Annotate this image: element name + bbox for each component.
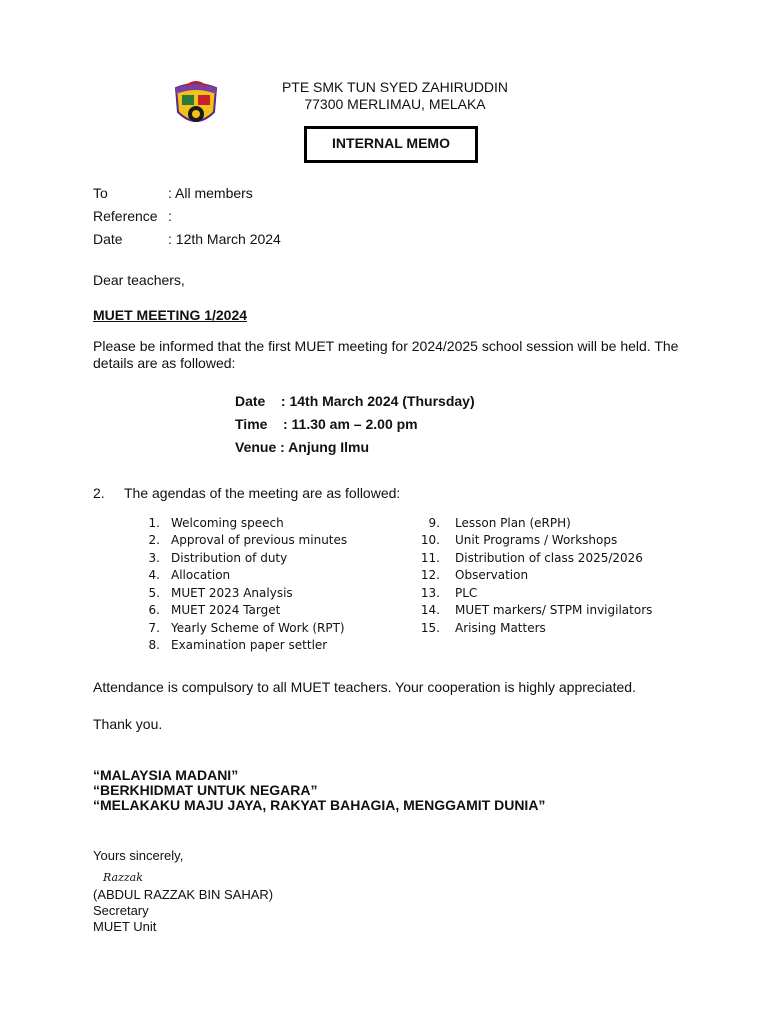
agenda-item: Lesson Plan (eRPH)	[455, 516, 571, 530]
agenda-number: 9.	[428, 516, 440, 530]
agenda-item: Allocation	[171, 568, 231, 582]
agenda-item: Welcoming speech	[171, 516, 284, 530]
closing: Yours sincerely,	[93, 848, 184, 863]
agenda-number: 2.	[148, 533, 160, 547]
agenda-number: 12.	[420, 568, 440, 582]
agenda-number: 15.	[420, 621, 440, 635]
school-address: 77300 MERLIMAU, MELAKA	[304, 96, 486, 112]
agenda-number: 7.	[148, 621, 160, 635]
agenda-item: Unit Programs / Workshops	[455, 533, 618, 547]
date-value: : 12th March 2024	[168, 231, 281, 247]
section-number: 2.	[93, 485, 105, 501]
agenda-item: MUET 2023 Analysis	[171, 586, 293, 600]
reference-value: :	[168, 208, 172, 224]
agenda-item: PLC	[455, 586, 478, 600]
agenda-number: 13.	[420, 586, 440, 600]
intro-paragraph: Please be informed that the first MUET meeting for 2024/2025 school session will be held. The details are as followed:	[93, 338, 679, 371]
signer-title: Secretary	[93, 903, 149, 918]
date-label: Date	[93, 231, 123, 247]
agenda-item: Distribution of class 2025/2026	[455, 551, 643, 565]
thank-you: Thank you.	[93, 716, 163, 732]
agenda-number: 5.	[148, 586, 160, 600]
agenda-item: MUET markers/ STPM invigilators	[455, 603, 653, 617]
agenda-item: Distribution of duty	[171, 551, 288, 565]
attendance-note: Attendance is compulsory to all MUET teachers. Your cooperation is highly appreciated.	[93, 679, 636, 695]
agenda-item: Examination paper settler	[171, 638, 328, 652]
section-text: The agendas of the meeting are as followed:	[124, 485, 401, 501]
memo-title: INTERNAL MEMO	[304, 126, 478, 163]
reference-label: Reference	[93, 208, 158, 224]
meeting-time: Time : 11.30 am – 2.00 pm	[235, 416, 418, 432]
agenda-number: 8.	[148, 638, 160, 652]
signer-unit: MUET Unit	[93, 919, 157, 934]
agenda-item: Approval of previous minutes	[171, 533, 348, 547]
agenda-number: 6.	[148, 603, 160, 617]
agenda-item: MUET 2024 Target	[171, 603, 281, 617]
slogan: “BERKHIDMAT UNTUK NEGARA”	[93, 782, 318, 798]
agenda-number: 4.	[148, 568, 160, 582]
agenda-number: 10.	[420, 533, 440, 547]
agenda-number: 1.	[148, 516, 160, 530]
agenda-number: 3.	[148, 551, 160, 565]
to-label: To	[93, 185, 108, 201]
to-value: : All members	[168, 185, 253, 201]
school-name: PTE SMK TUN SYED ZAHIRUDDIN	[281, 79, 509, 95]
slogan: “MELAKAKU MAJU JAYA, RAKYAT BAHAGIA, MENGGAMIT DUNIA”	[93, 797, 546, 813]
memo-subject: MUET MEETING 1/2024	[93, 307, 248, 323]
signer-name: (ABDUL RAZZAK BIN SAHAR)	[93, 887, 274, 902]
school-crest-logo	[170, 78, 222, 130]
agenda-number: 14.	[420, 603, 440, 617]
meeting-date: Date : 14th March 2024 (Thursday)	[235, 393, 475, 409]
agenda-item: Observation	[455, 568, 529, 582]
greeting: Dear teachers,	[93, 272, 185, 288]
meeting-venue: Venue : Anjung Ilmu	[235, 439, 370, 455]
agenda-number: 11.	[420, 551, 440, 565]
signature: Razzak	[103, 871, 143, 884]
agenda-item: Yearly Scheme of Work (RPT)	[171, 621, 345, 635]
slogan: “MALAYSIA MADANI”	[93, 767, 239, 783]
agenda-item: Arising Matters	[455, 621, 546, 635]
